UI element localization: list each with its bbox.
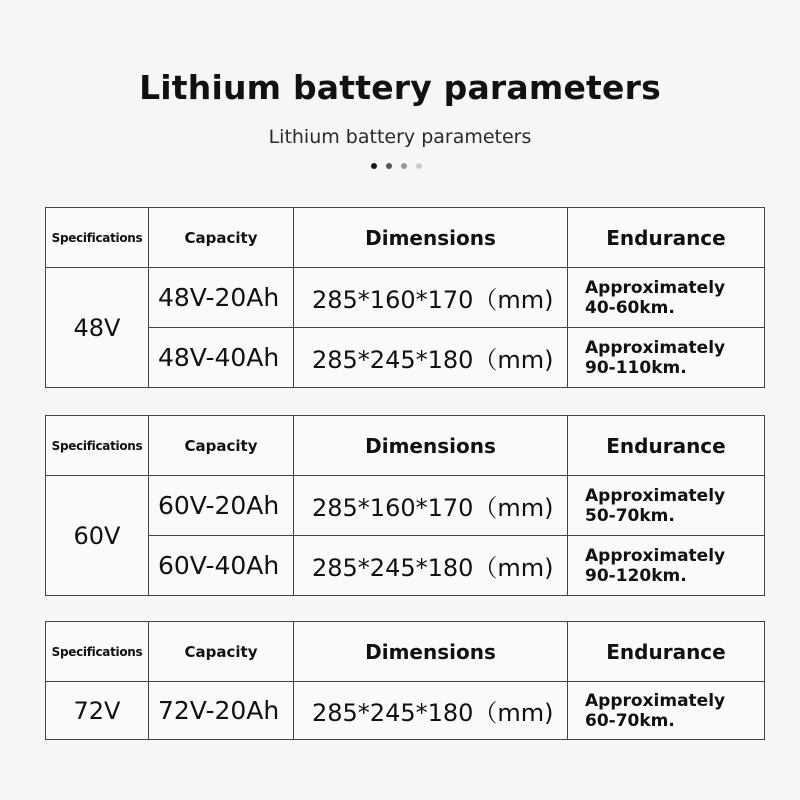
dimensions-cell: 285*245*180（mm)	[294, 536, 568, 596]
header-capacity: Capacity	[149, 622, 294, 682]
dimensions-cell: 285*245*180（mm)	[294, 328, 568, 388]
table-row	[46, 328, 765, 388]
header-specifications: Specifications	[46, 416, 149, 476]
endurance-line: Approximately	[585, 485, 726, 506]
header-dimensions: Dimensions	[294, 416, 568, 476]
endurance-range: 90-120km.	[585, 565, 687, 586]
carousel-dot[interactable]	[371, 163, 377, 169]
table-header-row	[46, 622, 765, 682]
voltage-cell: 72V	[46, 682, 149, 740]
endurance-line: Approximately	[585, 545, 726, 566]
header-specifications: Specifications	[46, 622, 149, 682]
carousel-dot[interactable]	[401, 163, 407, 169]
endurance-line: Approximately	[585, 337, 726, 358]
page-title: Lithium battery parameters	[139, 68, 661, 107]
endurance-line: Approximately	[585, 690, 726, 711]
endurance-range: 90-110km.	[585, 357, 687, 378]
table-row	[46, 682, 765, 740]
spec-table-60v	[45, 415, 765, 596]
dimensions-cell: 285*245*180（mm)	[294, 682, 568, 740]
capacity-cell: 60V-40Ah	[149, 536, 294, 596]
voltage-cell: 48V	[46, 268, 149, 388]
endurance-cell	[568, 536, 765, 596]
endurance-range: 60-70km.	[585, 710, 675, 731]
header-endurance: Endurance	[568, 416, 765, 476]
endurance-range: 50-70km.	[585, 505, 675, 526]
header-specifications: Specifications	[46, 208, 149, 268]
table-header-row	[46, 416, 765, 476]
endurance-cell	[568, 328, 765, 388]
carousel-dot[interactable]	[386, 163, 392, 169]
carousel-indicator	[371, 163, 422, 169]
voltage-cell: 60V	[46, 476, 149, 596]
table-header-row	[46, 208, 765, 268]
dimensions-cell: 285*160*170（mm)	[294, 268, 568, 328]
table-row	[46, 268, 765, 328]
spec-table-72v	[45, 621, 765, 740]
capacity-cell: 48V-40Ah	[149, 328, 294, 388]
header-capacity: Capacity	[149, 416, 294, 476]
endurance-cell	[568, 476, 765, 536]
capacity-cell: 60V-20Ah	[149, 476, 294, 536]
header-capacity: Capacity	[149, 208, 294, 268]
dimensions-cell: 285*160*170（mm)	[294, 476, 568, 536]
endurance-cell	[568, 682, 765, 740]
capacity-cell: 72V-20Ah	[149, 682, 294, 740]
carousel-dot[interactable]	[416, 163, 422, 169]
spec-table-48v	[45, 207, 765, 388]
header-endurance: Endurance	[568, 622, 765, 682]
table-row	[46, 536, 765, 596]
header-dimensions: Dimensions	[294, 208, 568, 268]
endurance-range: 40-60km.	[585, 297, 675, 318]
endurance-cell	[568, 268, 765, 328]
capacity-cell: 48V-20Ah	[149, 268, 294, 328]
table-row	[46, 476, 765, 536]
header-endurance: Endurance	[568, 208, 765, 268]
endurance-line: Approximately	[585, 277, 726, 298]
header-dimensions: Dimensions	[294, 622, 568, 682]
page-subtitle: Lithium battery parameters	[268, 126, 532, 148]
